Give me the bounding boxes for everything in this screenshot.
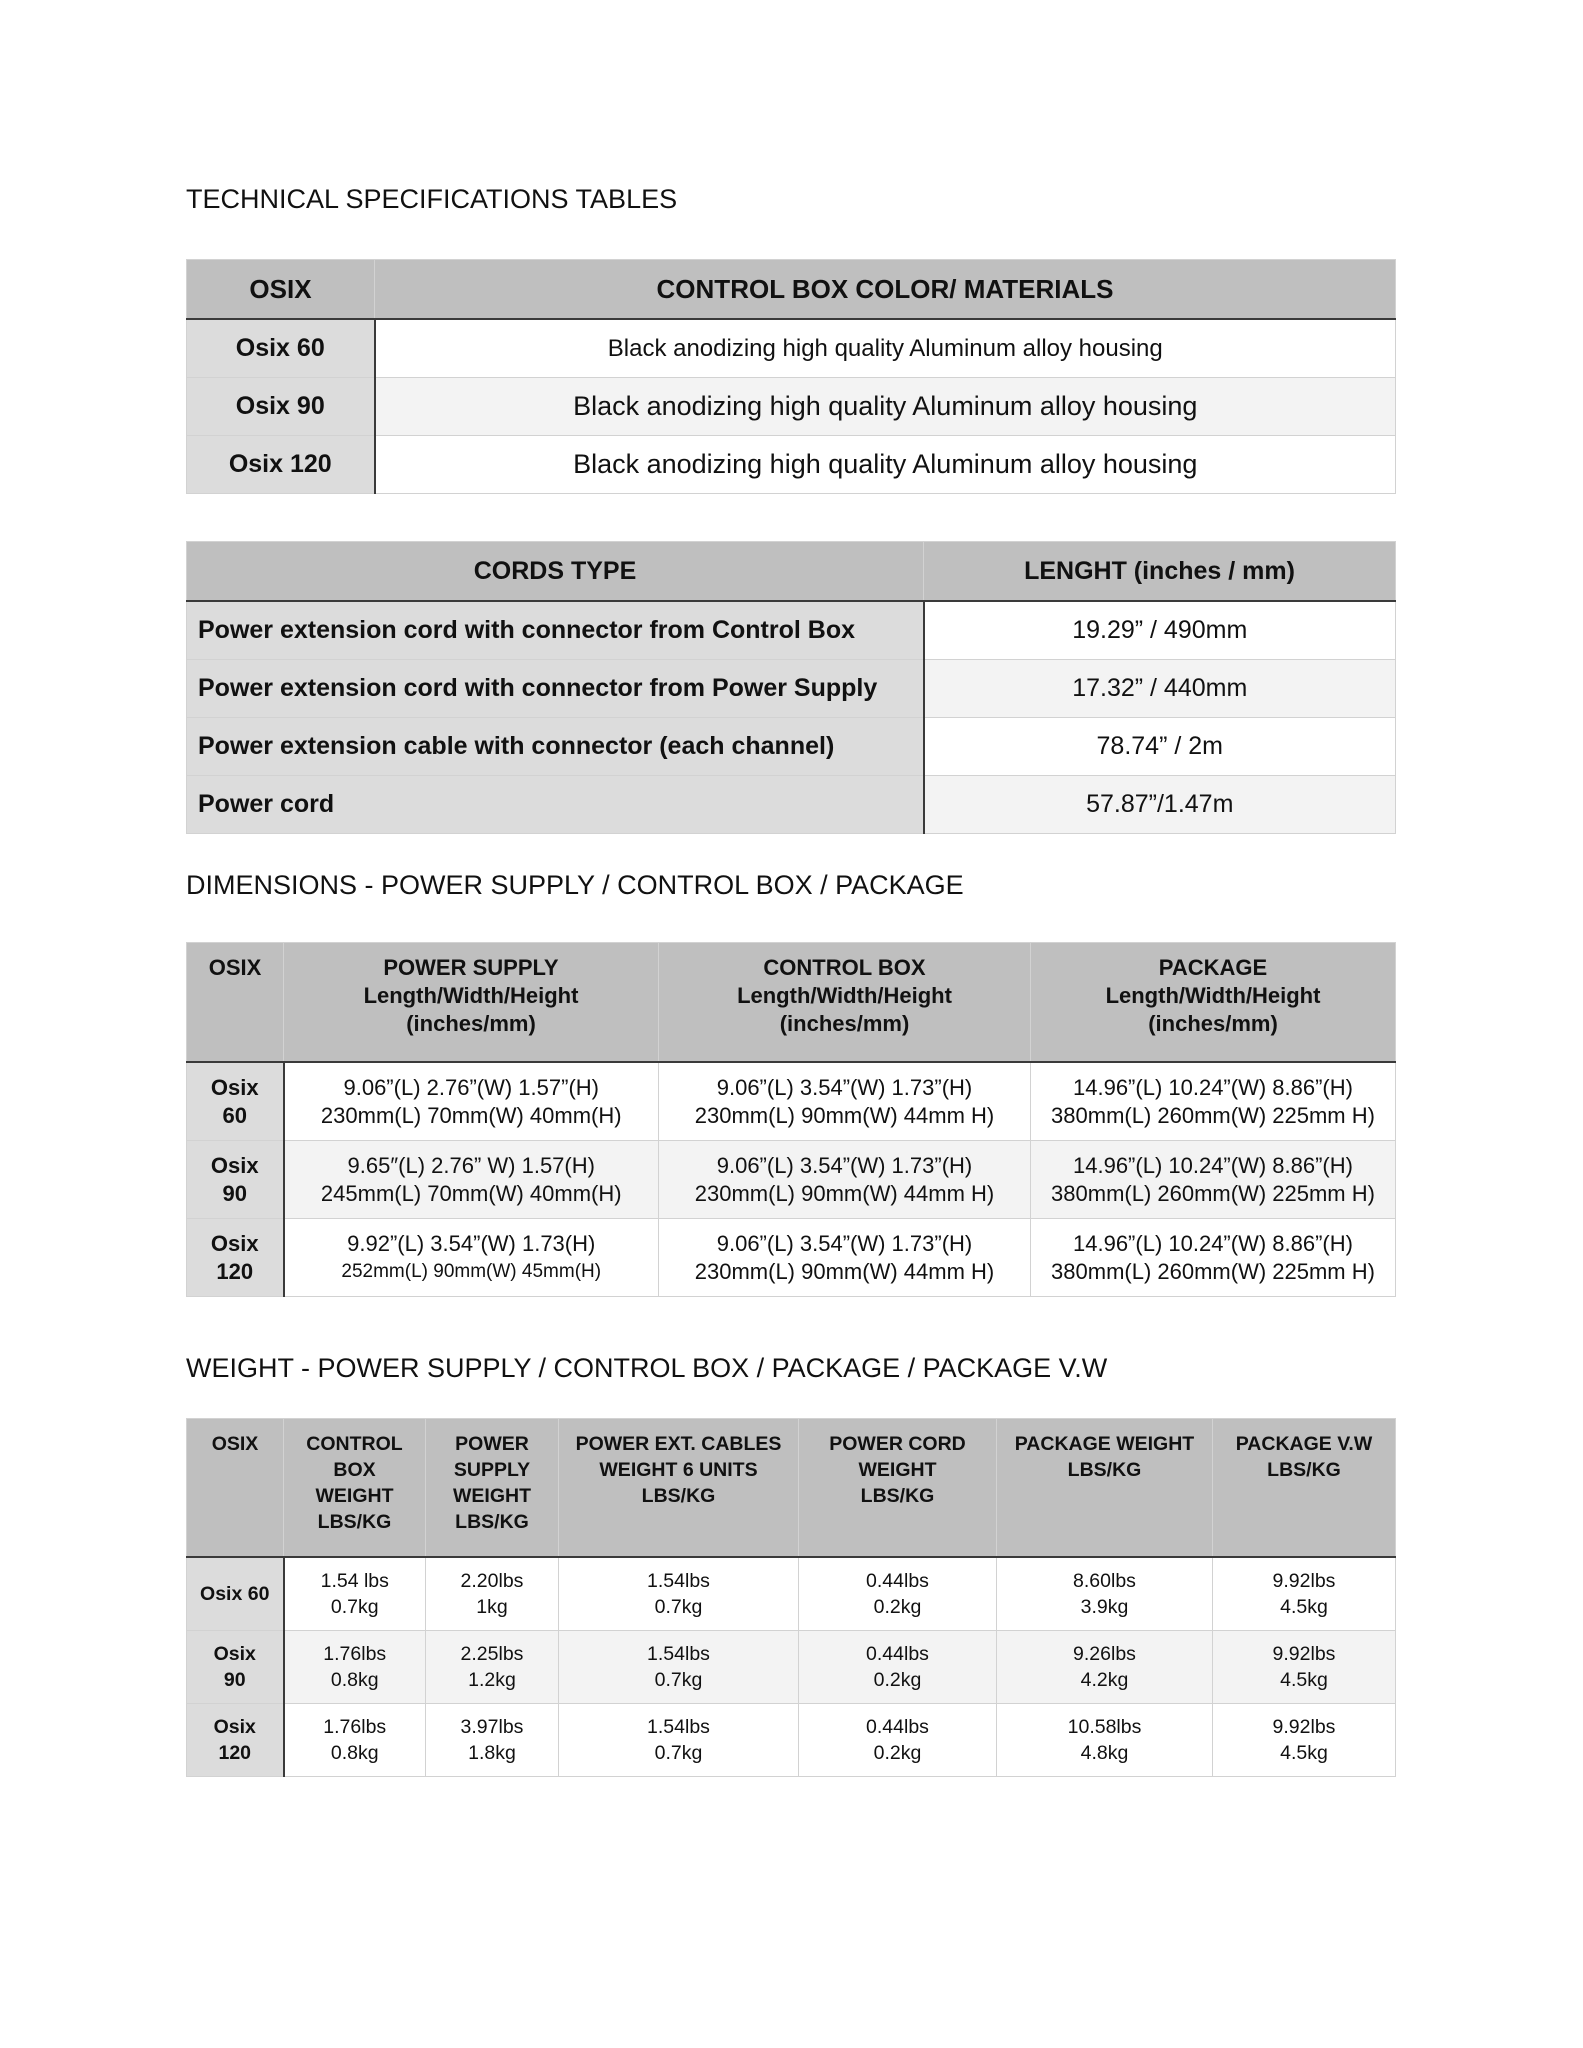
header-line: LBS/KG [317, 1511, 392, 1533]
power-cord-weight [799, 1557, 997, 1631]
row-model [187, 1062, 284, 1141]
header-line: POWER CORD [829, 1433, 966, 1455]
power-cord-weight [799, 1631, 997, 1704]
header-line: Length/Width/Height [363, 983, 579, 1008]
row-material: Black anodizing high quality Aluminum alloy housing [375, 378, 1396, 436]
row-model [187, 1141, 284, 1219]
cord-length: 17.32” / 440mm [924, 660, 1396, 718]
dims-mm: 380mm(L) 260mm(W) 225mm H) [1051, 1180, 1375, 1206]
weight-kg: 1kg [476, 1596, 508, 1618]
dims-inches: 9.06”(L) 3.54”(W) 1.73”(H) [716, 1152, 973, 1178]
weight-kg: 4.8kg [1080, 1742, 1129, 1764]
header-line: POWER [455, 1433, 529, 1455]
weight-lbs: 2.20lbs [460, 1570, 524, 1592]
header-osix [187, 943, 284, 1063]
cord-length: 78.74” / 2m [924, 718, 1396, 776]
row-model [187, 1631, 284, 1704]
dims-inches: 9.06”(L) 3.54”(W) 1.73”(H) [716, 1230, 973, 1256]
weight-lbs: 9.26lbs [1073, 1643, 1136, 1665]
weight-kg: 0.2kg [873, 1742, 922, 1764]
weight-lbs: 9.92lbs [1272, 1716, 1336, 1738]
weight-lbs: 0.44lbs [866, 1643, 929, 1665]
header-line: LBS/KG [641, 1485, 716, 1507]
header-line: BOX [333, 1459, 376, 1481]
model-line: Osix 60 [200, 1583, 270, 1605]
dims-inches: 9.92”(L) 3.54”(W) 1.73(H) [347, 1230, 596, 1256]
header-line: PACKAGE V.W [1235, 1433, 1373, 1455]
weight-lbs: 1.54lbs [647, 1643, 710, 1665]
power-supply-weight [426, 1557, 559, 1631]
row-material: Black anodizing high quality Aluminum alloy housing [375, 436, 1396, 494]
header-line: (inches/mm) [406, 1011, 536, 1036]
weight-lbs: 1.54lbs [647, 1570, 710, 1592]
dimensions-table [186, 942, 1396, 1297]
weight-kg: 0.7kg [654, 1742, 703, 1764]
power-supply-dims [284, 1062, 659, 1141]
weight-kg: 4.5kg [1280, 1596, 1328, 1618]
model-line: Osix [210, 1074, 259, 1100]
weight-kg: 0.2kg [873, 1669, 922, 1691]
dims-inches: 14.96”(L) 10.24”(W) 8.86”(H) [1073, 1152, 1353, 1178]
cord-length: 57.87”/1.47m [924, 776, 1396, 834]
header-line: LBS/KG [860, 1485, 935, 1507]
table-row [187, 660, 1396, 718]
header-osix [187, 1419, 284, 1558]
header-line: CONTROL [306, 1433, 403, 1455]
header-line: OSIX [208, 955, 262, 980]
header-power-supply [284, 943, 659, 1063]
weight-kg: 4.5kg [1280, 1669, 1328, 1691]
weight-lbs: 1.54 lbs [320, 1570, 389, 1592]
dimensions-title: DIMENSIONS - POWER SUPPLY / CONTROL BOX / PACKAGE [186, 870, 964, 900]
header-cords-type: CORDS TYPE [187, 542, 924, 602]
cord-type: Power extension cable with connector (each channel) [187, 718, 924, 776]
header-line: PACKAGE WEIGHT [1014, 1433, 1195, 1455]
package-dims [1031, 1062, 1396, 1141]
header-line: LBS/KG [455, 1511, 529, 1533]
table-row [187, 601, 1396, 660]
header-line: Length/Width/Height [737, 983, 952, 1008]
dims-inches: 14.96”(L) 10.24”(W) 8.86”(H) [1073, 1074, 1353, 1100]
power-cord-weight [799, 1704, 997, 1777]
weight-kg: 4.5kg [1280, 1742, 1328, 1764]
weight-kg: 1.2kg [468, 1669, 516, 1691]
dims-mm: 252mm(L) 90mm(W) 45mm(H) [341, 1260, 602, 1282]
row-model: Osix 90 [187, 378, 375, 436]
header-power-supply-weight [426, 1419, 559, 1558]
table-row [187, 776, 1396, 834]
row-model: Osix 120 [187, 436, 375, 494]
row-material: Black anodizing high quality Aluminum alloy housing [375, 319, 1396, 378]
weight-kg: 0.7kg [654, 1596, 703, 1618]
dims-inches: 14.96”(L) 10.24”(W) 8.86”(H) [1073, 1230, 1353, 1256]
weight-lbs: 10.58lbs [1067, 1716, 1142, 1738]
control-box-dims [659, 1062, 1031, 1141]
header-ext-cables-weight [559, 1419, 799, 1558]
header-line: OSIX [211, 1433, 259, 1455]
cords-table [186, 541, 1396, 834]
table-row [187, 378, 1396, 436]
ext-cables-weight [559, 1631, 799, 1704]
table-row [187, 319, 1396, 378]
dims-mm: 230mm(L) 90mm(W) 44mm H) [694, 1180, 995, 1206]
header-line: (inches/mm) [779, 1011, 910, 1036]
model-line: Osix [213, 1643, 256, 1665]
cord-type: Power extension cord with connector from Control Box [187, 601, 924, 660]
weight-lbs: 8.60lbs [1073, 1570, 1136, 1592]
weight-lbs: 3.97lbs [460, 1716, 524, 1738]
weight-kg: 1.8kg [468, 1742, 516, 1764]
dims-mm: 380mm(L) 260mm(W) 225mm H) [1051, 1102, 1375, 1128]
package-vw [1213, 1631, 1396, 1704]
dims-mm: 245mm(L) 70mm(W) 40mm(H) [320, 1180, 622, 1206]
model-line: Osix [210, 1230, 259, 1256]
header-line: CONTROL BOX [763, 955, 926, 980]
weight-title: WEIGHT - POWER SUPPLY / CONTROL BOX / PACKAGE / PACKAGE V.W [186, 1353, 1108, 1383]
power-supply-dims [284, 1219, 659, 1297]
model-line: 90 [223, 1669, 246, 1691]
control-box-weight [284, 1557, 426, 1631]
weight-lbs: 2.25lbs [460, 1643, 524, 1665]
weight-lbs: 0.44lbs [866, 1716, 929, 1738]
dims-inches: 9.65″(L) 2.76” W) 1.57(H) [347, 1152, 595, 1178]
weight-kg: 0.8kg [330, 1742, 379, 1764]
table-row [187, 1062, 1396, 1141]
row-model: Osix 60 [187, 319, 375, 378]
header-control-box [659, 943, 1031, 1063]
model-line: 120 [216, 1258, 254, 1284]
header-line: (inches/mm) [1148, 1011, 1278, 1036]
header-line: SUPPLY [453, 1459, 531, 1481]
header-line: WEIGHT 6 UNITS [599, 1459, 758, 1481]
cord-type: Power extension cord with connector from Power Supply [187, 660, 924, 718]
table-row [187, 718, 1396, 776]
model-line: 90 [222, 1180, 247, 1206]
header-line: POWER EXT. CABLES [575, 1433, 782, 1455]
ext-cables-weight [559, 1704, 799, 1777]
dims-inches: 9.06”(L) 3.54”(W) 1.73”(H) [716, 1074, 973, 1100]
package-dims [1031, 1141, 1396, 1219]
model-line: 60 [222, 1102, 247, 1128]
control-box-dims [659, 1219, 1031, 1297]
weight-kg: 0.2kg [873, 1596, 922, 1618]
header-power-cord-weight [799, 1419, 997, 1558]
weight-kg: 3.9kg [1080, 1596, 1129, 1618]
header-materials: CONTROL BOX COLOR/ MATERIALS [375, 260, 1396, 320]
header-line: Length/Width/Height [1105, 983, 1321, 1008]
package-vw [1213, 1557, 1396, 1631]
control-box-weight [284, 1704, 426, 1777]
header-line: WEIGHT [453, 1485, 531, 1507]
dims-inches: 9.06”(L) 2.76”(W) 1.57”(H) [343, 1074, 599, 1100]
header-line: LBS/KG [1267, 1459, 1341, 1481]
header-line: PACKAGE [1158, 955, 1268, 980]
dims-mm: 230mm(L) 90mm(W) 44mm H) [694, 1258, 995, 1284]
weight-lbs: 1.54lbs [647, 1716, 710, 1738]
row-model [187, 1557, 284, 1631]
model-line: Osix [213, 1716, 256, 1738]
weight-lbs: 1.76lbs [323, 1716, 387, 1738]
package-dims [1031, 1219, 1396, 1297]
dims-mm: 380mm(L) 260mm(W) 225mm H) [1051, 1258, 1375, 1284]
table-row [187, 1219, 1396, 1297]
weight-kg: 0.7kg [330, 1596, 379, 1618]
package-weight [997, 1631, 1213, 1704]
weight-lbs: 9.92lbs [1272, 1643, 1336, 1665]
header-osix: OSIX [187, 260, 375, 320]
weight-kg: 4.2kg [1080, 1669, 1129, 1691]
header-package [1031, 943, 1396, 1063]
model-line: 120 [218, 1742, 252, 1764]
table-row [187, 1141, 1396, 1219]
page-title: TECHNICAL SPECIFICATIONS TABLES [186, 184, 678, 214]
header-line: WEIGHT [858, 1459, 937, 1481]
weight-lbs: 0.44lbs [866, 1570, 929, 1592]
header-line: WEIGHT [315, 1485, 394, 1507]
row-model [187, 1704, 284, 1777]
row-model [187, 1219, 284, 1297]
table-row [187, 1631, 1396, 1704]
package-weight [997, 1557, 1213, 1631]
package-weight [997, 1704, 1213, 1777]
cord-type: Power cord [187, 776, 924, 834]
header-line: LBS/KG [1067, 1459, 1142, 1481]
table-row [187, 436, 1396, 494]
weight-kg: 0.7kg [654, 1669, 703, 1691]
header-control-box-weight [284, 1419, 426, 1558]
power-supply-weight [426, 1704, 559, 1777]
model-line: Osix [210, 1152, 259, 1178]
weight-kg: 0.8kg [330, 1669, 379, 1691]
control-box-dims [659, 1141, 1031, 1219]
package-vw [1213, 1704, 1396, 1777]
dims-mm: 230mm(L) 70mm(W) 40mm(H) [320, 1102, 622, 1128]
header-line: POWER SUPPLY [383, 955, 559, 980]
header-package-vw [1213, 1419, 1396, 1558]
weight-lbs: 1.76lbs [323, 1643, 387, 1665]
power-supply-weight [426, 1631, 559, 1704]
weight-lbs: 9.92lbs [1272, 1570, 1336, 1592]
power-supply-dims [284, 1141, 659, 1219]
table-row [187, 1557, 1396, 1631]
table-row [187, 1704, 1396, 1777]
control-box-weight [284, 1631, 426, 1704]
weight-table [186, 1418, 1396, 1777]
header-length: LENGHT (inches / mm) [924, 542, 1396, 602]
materials-table [186, 259, 1396, 494]
dims-mm: 230mm(L) 90mm(W) 44mm H) [694, 1102, 995, 1128]
cord-length: 19.29” / 490mm [924, 601, 1396, 660]
ext-cables-weight [559, 1557, 799, 1631]
header-package-weight [997, 1419, 1213, 1558]
